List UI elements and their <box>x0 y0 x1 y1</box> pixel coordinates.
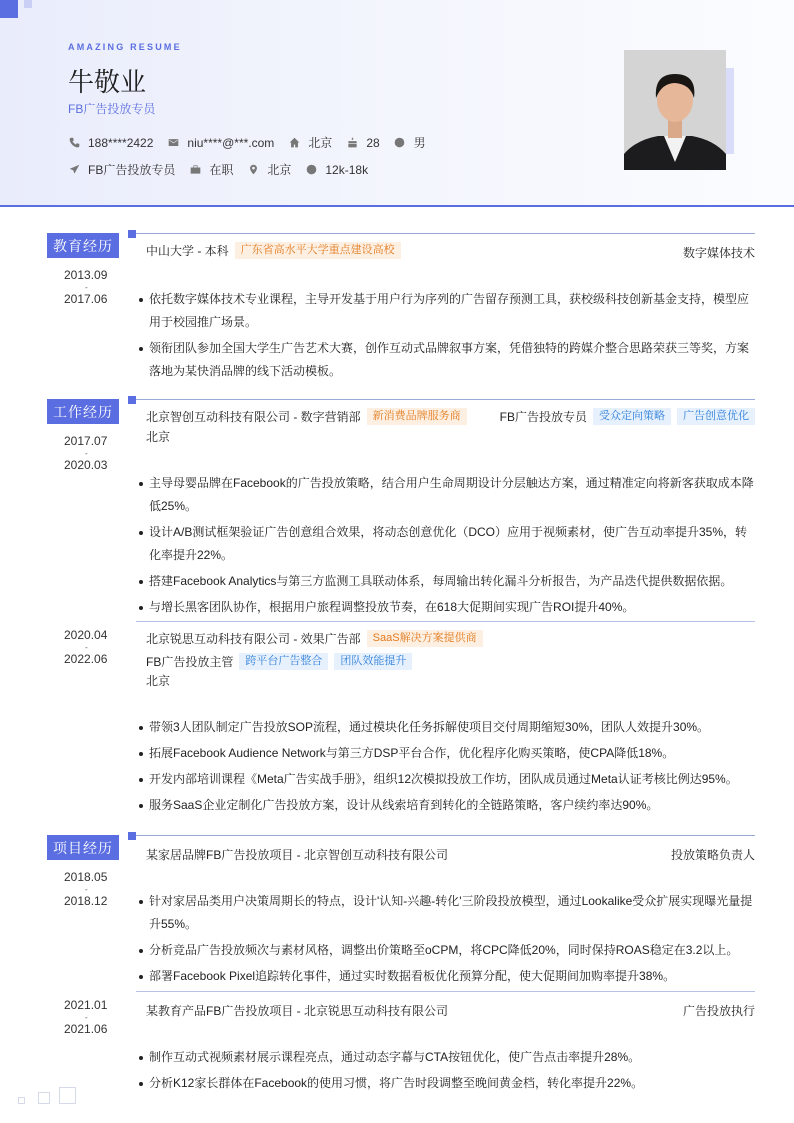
list-item: 服务SaaS企业定制化广告投放方案，设计从线索培育到转化的全链路策略，客户续约率达90%。 <box>136 794 756 817</box>
section-marker <box>128 230 136 238</box>
profile-photo <box>624 50 726 170</box>
list-item: 针对家居品类用户决策周期长的特点，设计'认知-兴趣-转化'三阶段投放模型，通过Lookalike受众扩展实现曝光量提升55%。 <box>136 890 756 936</box>
gender-icon <box>394 137 406 149</box>
email-text: niu****@***.com <box>187 135 275 150</box>
intent-position-text: FB广告投放专员 <box>88 163 176 177</box>
work1-company-tag: 新消费品牌服务商 <box>367 408 467 425</box>
list-item: 拓展Facebook Audience Network与第三方DSP平台合作，优化程序化购买策略，使CPA降低18%。 <box>136 742 756 765</box>
date-dash: - <box>85 283 88 292</box>
project2-end-date: 2021.06 <box>64 1022 108 1036</box>
project2-start-date: 2021.01 <box>64 998 108 1012</box>
list-item: 分析竞品广告投放频次与素材风格，调整出价策略至oCPM，将CPC降低20%，同时保持ROAS稳定在3.2以上。 <box>136 939 756 962</box>
decor-square <box>18 1097 25 1104</box>
intent-position-info <box>68 161 175 178</box>
project2-role: 广告投放执行 <box>682 1004 755 1018</box>
list-item: 与增长黑客团队协作，根据用户旅程调整投放节奏，在618大促期间实现广告ROI提升40%。 <box>136 596 756 619</box>
list-item: 搭建Facebook Analytics与第三方监测工具联动体系，每周输出转化漏斗分析报告，为产品迭代提供数据依据。 <box>136 570 756 593</box>
decor-square <box>59 1087 76 1104</box>
list-item: 依托数字媒体技术专业课程，主导开发基于用户行为序列的广告留存预测工具，获校级科技创新基金支持，模型应用于校园推广场景。 <box>136 288 756 334</box>
work1-company-line <box>146 408 467 425</box>
send-icon <box>68 164 80 176</box>
work1-bullets <box>136 472 756 622</box>
gender-text: 男 <box>413 136 426 150</box>
work2-position-tag: 团队效能提升 <box>334 653 412 670</box>
home-icon <box>288 137 300 149</box>
edu-major: 数字媒体技术 <box>682 246 755 260</box>
section-rule <box>136 399 755 400</box>
decor-square-small <box>24 0 32 8</box>
work2-position-line <box>146 653 412 670</box>
section-rule <box>136 835 755 836</box>
entry-rule <box>136 621 755 622</box>
entry-rule <box>136 991 755 992</box>
salary-text: 12k-18k <box>325 162 369 177</box>
work1-start-date: 2017.07 <box>64 434 108 448</box>
contact-info-row <box>68 134 440 151</box>
work1-company: 北京智创互动科技有限公司 - 数字营销部 <box>146 410 361 424</box>
mail-icon <box>167 137 179 149</box>
date-dash: - <box>85 885 88 894</box>
decor-square <box>0 0 18 18</box>
work2-bullets <box>136 716 756 820</box>
briefcase-icon <box>189 164 201 176</box>
list-item: 开发内部培训课程《Meta广告实战手册》，组织12次模拟投放工作坊，团队成员通过Meta认证考核比例达95%。 <box>136 768 756 791</box>
date-dash: - <box>85 449 88 458</box>
project2-bullets <box>136 1046 756 1098</box>
edu-school-line <box>146 242 401 259</box>
list-item: 主导母婴品牌在Facebook的广告投放策略，结合用户生命周期设计分层触达方案，通过精准定向将新客获取成本降低25%。 <box>136 472 756 518</box>
work2-company: 北京锐思互动科技有限公司 - 效果广告部 <box>146 632 361 646</box>
work1-end-date: 2020.03 <box>64 458 108 472</box>
work2-position-tag: 跨平台广告整合 <box>239 653 328 670</box>
candidate-title: FB广告投放专员 <box>68 102 156 116</box>
project1-name: 某家居品牌FB广告投放项目 - 北京智创互动科技有限公司 <box>146 848 449 862</box>
section-marker <box>128 396 136 404</box>
work2-company-line <box>146 630 483 647</box>
phone-info <box>68 136 153 150</box>
edu-school: 中山大学 - 本科 <box>146 244 229 258</box>
work1-position-tag: 受众定向策略 <box>593 408 671 425</box>
list-item: 设计A/B测试框架验证广告创意组合效果，将动态创意优化（DCO）应用于视频素材，使广告互动率提升35%，转化率提升22%。 <box>136 521 756 567</box>
intent-city-info <box>247 161 291 178</box>
job-intent-row <box>68 161 382 178</box>
location-icon <box>247 164 259 176</box>
gender-info <box>394 134 426 151</box>
phone-text: 188****2422 <box>88 135 154 150</box>
salary-info <box>305 163 368 177</box>
section-rule <box>136 233 755 234</box>
section-marker <box>128 832 136 840</box>
list-item: 制作互动式视频素材展示课程亮点，通过动态字幕与CTA按钮优化，使广告点击率提升28%。 <box>136 1046 756 1069</box>
project1-start-date: 2018.05 <box>64 870 108 884</box>
work2-position: FB广告投放主管 <box>146 655 234 669</box>
project2-name: 某教育产品FB广告投放项目 - 北京锐思互动科技有限公司 <box>146 1004 449 1018</box>
intent-city-text: 北京 <box>267 163 292 177</box>
header-divider <box>0 205 794 207</box>
residence-text: 北京 <box>308 136 333 150</box>
email-info <box>167 136 274 150</box>
list-item: 部署Facebook Pixel追踪转化事件，通过实时数据看板优化预算分配，使大促期间加购率提升38%。 <box>136 965 756 988</box>
work1-position: FB广告投放专员 <box>499 410 587 424</box>
project1-end-date: 2018.12 <box>64 894 108 908</box>
decor-square <box>38 1092 50 1104</box>
edu-end-date: 2017.06 <box>64 292 108 306</box>
status-info <box>189 161 233 178</box>
work1-city: 北京 <box>146 430 171 444</box>
resume-tagline: AMAZING RESUME <box>68 42 182 52</box>
work1-position-tag: 广告创意优化 <box>677 408 755 425</box>
salary-icon <box>305 164 317 176</box>
phone-icon <box>68 137 80 149</box>
age-text: 28 <box>366 135 380 150</box>
list-item: 带领3人团队制定广告投放SOP流程，通过模块化任务拆解使项目交付周期缩短30%，团队人效提升30%。 <box>136 716 756 739</box>
work2-start-date: 2020.04 <box>64 628 108 642</box>
work1-position-line <box>500 408 755 425</box>
work-section-title: 工作经历 <box>47 399 119 424</box>
work2-city: 北京 <box>146 674 171 688</box>
work2-end-date: 2022.06 <box>64 652 108 666</box>
project1-role: 投放策略负责人 <box>670 848 755 862</box>
project1-bullets <box>136 890 756 991</box>
list-item: 分析K12家长群体在Facebook的使用习惯，将广告时段调整至晚间黄金档，转化率提升22%。 <box>136 1072 756 1095</box>
status-text: 在职 <box>209 163 234 177</box>
edu-start-date: 2013.09 <box>64 268 108 282</box>
education-section-title: 教育经历 <box>47 233 119 258</box>
edu-bullets <box>136 288 756 386</box>
edu-school-tag: 广东省高水平大学重点建设高校 <box>235 242 401 259</box>
candidate-name: 牛敬业 <box>68 67 147 97</box>
date-dash: - <box>85 1013 88 1022</box>
list-item: 领衔团队参加全国大学生广告艺术大赛，创作互动式品牌叙事方案，凭借独特的跨媒介整合思路荣获三等奖，方案落地为某快消品牌的线下活动模板。 <box>136 337 756 383</box>
projects-section-title: 项目经历 <box>47 835 119 860</box>
work2-company-tag: SaaS解决方案提供商 <box>367 630 483 647</box>
cake-icon <box>346 137 358 149</box>
age-info <box>346 136 379 150</box>
residence-info <box>288 134 332 151</box>
date-dash: - <box>85 643 88 652</box>
